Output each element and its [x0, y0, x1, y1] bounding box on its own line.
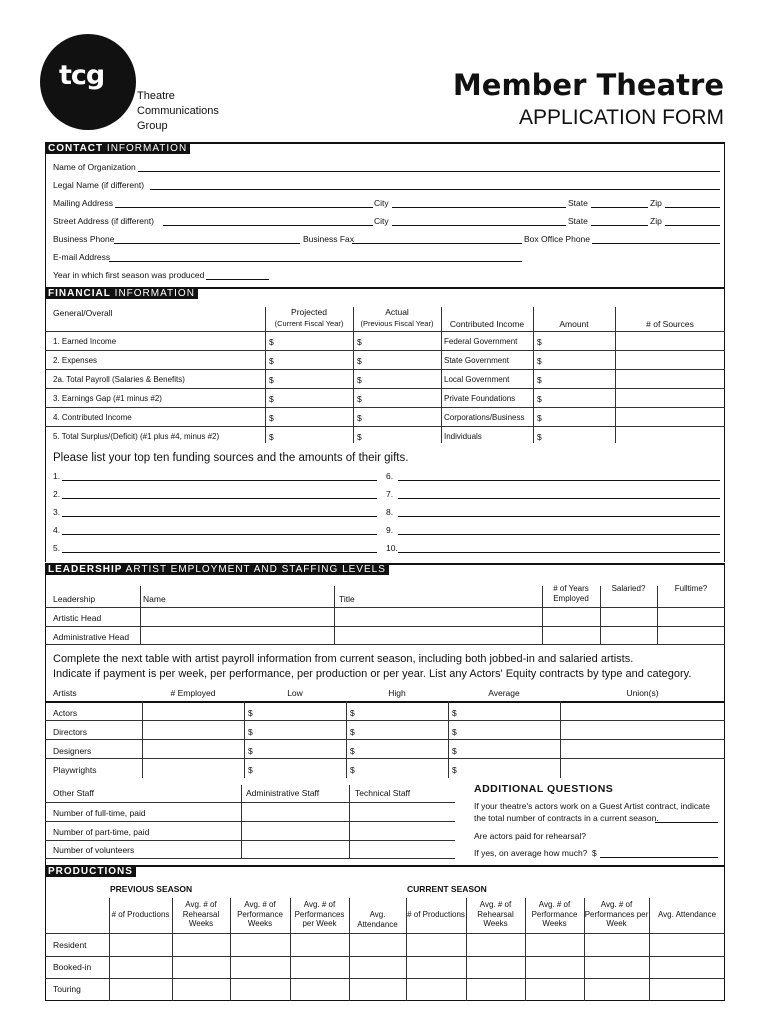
guest-artist-field[interactable] — [655, 813, 718, 823]
salaried-header: Salaried? — [611, 584, 646, 593]
financial-row-label: 5. Total Surplus/(Deficit) (#1 plus #4, minus #2) — [53, 432, 220, 441]
financial-row-label: 3. Earnings Gap (#1 minus #2) — [53, 394, 162, 403]
contact-section-heading: CONTACT INFORMATION — [45, 142, 190, 154]
low-dollar: $ — [248, 708, 253, 718]
projected-dollar: $ — [269, 394, 274, 404]
financial-row-rule — [45, 388, 725, 389]
financial-col-line — [441, 307, 442, 443]
average-dollar: $ — [452, 727, 457, 737]
leadership-col-line — [334, 586, 335, 644]
amount-dollar: $ — [537, 432, 542, 442]
projected-subheader: (Current Fiscal Year) — [274, 319, 344, 328]
financial-row-rule — [45, 369, 725, 370]
artist-type-label: Designers — [53, 746, 92, 756]
unions-col-header: Union(s) — [626, 688, 659, 698]
staff-rule — [45, 840, 455, 841]
mailing-city-label: City — [374, 198, 389, 208]
actual-dollar: $ — [357, 375, 362, 385]
funding-source-number: 1. — [53, 471, 61, 481]
guest-artist-question-2: the total number of contracts in a current season. — [474, 813, 659, 823]
funding-source-number: 6. — [386, 471, 394, 481]
actual-subheader: (Previous Fiscal Year) — [360, 319, 434, 328]
production-col-line — [109, 898, 110, 1001]
production-col-header: Avg. # of Rehearsal Weeks — [477, 900, 514, 928]
high-dollar: $ — [350, 708, 355, 718]
artist-type-label: Actors — [53, 708, 78, 718]
mailing-city-field[interactable] — [392, 198, 566, 208]
first-season-field[interactable] — [206, 270, 269, 280]
production-col-header: # of Productions — [111, 910, 170, 919]
street-city-field[interactable] — [392, 216, 566, 226]
mailing-address-field[interactable] — [115, 198, 373, 208]
artistic-head-label: Artistic Head — [53, 613, 102, 623]
artist-row-rule — [45, 758, 725, 759]
funding-source-field[interactable] — [398, 471, 720, 481]
street-state-field[interactable] — [591, 216, 648, 226]
artist-type-label: Directors — [53, 727, 88, 737]
financial-row-rule — [45, 350, 725, 351]
leadership-rule — [45, 644, 725, 645]
street-address-label: Street Address (if different) — [53, 216, 154, 226]
amount-header: Amount — [559, 319, 589, 329]
org-line-2: Communications — [137, 105, 219, 117]
rehearsal-amount-question: If yes, on average how much? — [474, 848, 588, 858]
average-dollar: $ — [452, 746, 457, 756]
leadership-col-line — [542, 586, 543, 644]
artists-col-line — [244, 701, 245, 778]
funding-source-field[interactable] — [62, 507, 377, 517]
first-season-label: Year in which first season was produced — [53, 270, 205, 280]
artists-col-line — [142, 701, 143, 778]
leadership-col-header: Leadership — [53, 594, 96, 604]
staff-rule — [45, 858, 455, 859]
general-overall-label: General/Overall — [53, 308, 113, 318]
leadership-col-line — [140, 586, 141, 644]
org-name-field[interactable] — [138, 162, 720, 172]
funding-source-number: 9. — [386, 525, 394, 535]
artist-instructions-2: Indicate if payment is per week, per performance, per production or per year. List any Actors' Equity contracts by type and category. — [53, 668, 692, 680]
leadership-col-line — [600, 586, 601, 644]
financial-frame — [45, 288, 725, 562]
form-title: Member Theatre — [452, 68, 724, 102]
business-phone-field[interactable] — [114, 234, 300, 244]
staff-rule — [45, 802, 455, 803]
additional-questions-heading: ADDITIONAL QUESTIONS — [474, 783, 614, 795]
financial-row-label: 2a. Total Payroll (Salaries & Benefits) — [53, 375, 185, 384]
legal-name-field[interactable] — [150, 180, 720, 190]
funding-source-number: 5. — [53, 543, 61, 553]
title-col-header: Title — [339, 594, 355, 604]
other-staff-header: Other Staff — [53, 788, 94, 798]
street-zip-label: Zip — [650, 216, 662, 226]
business-phone-label: Business Phone — [53, 234, 115, 244]
rehearsal-dollar: $ — [592, 848, 597, 858]
actual-header: Actual — [385, 307, 409, 317]
financial-row-label: 1. Earned Income — [53, 337, 117, 346]
business-fax-label: Business Fax — [303, 234, 355, 244]
staff-col-line — [241, 785, 242, 858]
artist-row-rule — [45, 739, 725, 740]
low-dollar: $ — [248, 746, 253, 756]
production-col-line — [349, 898, 350, 1001]
top-ten-instructions: Please list your top ten funding sources and the amounts of their gifts. — [53, 452, 409, 464]
production-row-rule — [45, 978, 725, 979]
funding-source-number: 10. — [386, 543, 398, 553]
organization-name — [137, 89, 219, 134]
name-col-header: Name — [143, 594, 166, 604]
high-dollar: $ — [350, 727, 355, 737]
production-col-line — [290, 898, 291, 1001]
production-col-header: Avg. # of Performance Weeks — [237, 900, 283, 928]
guest-artist-question: If your theatre's actors work on a Guest Artist contract, indicate — [474, 801, 710, 811]
production-col-header: Avg. # of Performances per Week — [294, 900, 345, 928]
production-col-line — [584, 898, 585, 1001]
funding-source-number: 3. — [53, 507, 61, 517]
street-city-label: City — [374, 216, 389, 226]
contributed-income-header: Contributed Income — [449, 319, 525, 329]
org-line-3: Group — [137, 120, 168, 132]
leadership-rule — [45, 626, 725, 627]
actual-dollar: $ — [357, 413, 362, 423]
amount-dollar: $ — [537, 413, 542, 423]
contributed-source-label: Individuals — [444, 432, 482, 441]
production-col-header: Avg. Attendance — [357, 910, 398, 929]
part-time-label: Number of part-time, paid — [53, 827, 150, 837]
volunteers-label: Number of volunteers — [53, 845, 135, 855]
production-row-rule — [45, 933, 725, 934]
production-col-line — [172, 898, 173, 1001]
funding-source-field[interactable] — [62, 525, 377, 535]
rehearsal-amount-field[interactable] — [600, 848, 718, 858]
high-dollar: $ — [350, 746, 355, 756]
mailing-address-label: Mailing Address — [53, 198, 114, 208]
production-row-rule — [45, 956, 725, 957]
production-col-header: # of Productions — [407, 910, 465, 919]
amount-dollar: $ — [537, 394, 542, 404]
contributed-source-label: State Government — [444, 356, 509, 365]
amount-dollar: $ — [537, 337, 542, 347]
artists-col-header: Artists — [53, 688, 77, 698]
amount-dollar: $ — [537, 375, 542, 385]
actual-dollar: $ — [357, 337, 362, 347]
staff-rule — [45, 821, 455, 822]
actual-dollar: $ — [357, 356, 362, 366]
funding-source-field[interactable] — [398, 489, 720, 499]
financial-col-line — [353, 307, 354, 443]
funding-source-field[interactable] — [398, 543, 720, 553]
fulltime-header: Fulltime? — [674, 584, 708, 593]
productions-section-heading: PRODUCTIONS — [45, 865, 136, 877]
email-field[interactable] — [109, 252, 522, 262]
financial-row-label: 4. Contributed Income — [53, 413, 132, 422]
artists-col-line — [560, 701, 561, 778]
actual-dollar: $ — [357, 394, 362, 404]
org-line-1: Theatre — [137, 90, 175, 102]
funding-source-field[interactable] — [62, 471, 377, 481]
artist-type-label: Playwrights — [53, 765, 97, 775]
full-time-label: Number of full-time, paid — [53, 808, 146, 818]
artist-row-rule — [45, 720, 725, 721]
production-col-header: Avg. # of Rehearsal Weeks — [182, 900, 220, 928]
leadership-rule — [45, 607, 725, 608]
production-col-line — [466, 898, 467, 1001]
production-row-label: Touring — [53, 984, 81, 994]
production-col-header: Avg. Attendance — [657, 910, 717, 919]
high-col-header: High — [388, 688, 406, 698]
admin-staff-header: Administrative Staff — [246, 788, 320, 798]
administrative-head-label: Administrative Head — [53, 632, 130, 642]
financial-header-rule — [45, 331, 725, 332]
production-row-label: Resident — [53, 940, 87, 950]
projected-dollar: $ — [269, 375, 274, 385]
org-name-label: Name of Organization — [53, 162, 136, 172]
financial-row-label: 2. Expenses — [53, 356, 98, 365]
projected-dollar: $ — [269, 432, 274, 442]
artists-col-line — [346, 701, 347, 778]
tech-staff-header: Technical Staff — [355, 788, 411, 798]
staff-col-line — [349, 785, 350, 858]
contributed-source-label: Federal Government — [444, 337, 518, 346]
business-fax-field[interactable] — [352, 234, 522, 244]
projected-dollar: $ — [269, 337, 274, 347]
average-col-header: Average — [488, 688, 520, 698]
low-col-header: Low — [287, 688, 303, 698]
current-season-header: CURRENT SEASON — [407, 884, 487, 894]
logo-text: tcg — [59, 60, 105, 91]
funding-source-number: 7. — [386, 489, 394, 499]
financial-col-line — [265, 307, 266, 443]
production-col-line — [230, 898, 231, 1001]
leadership-col-line — [657, 586, 658, 644]
funding-source-number: 8. — [386, 507, 394, 517]
financial-col-line — [615, 307, 616, 443]
funding-source-field[interactable] — [398, 525, 720, 535]
low-dollar: $ — [248, 727, 253, 737]
street-state-label: State — [568, 216, 588, 226]
mailing-zip-label: Zip — [650, 198, 662, 208]
mailing-state-field[interactable] — [591, 198, 648, 208]
years-employed-header: # of Years Employed — [553, 584, 589, 603]
production-col-line — [525, 898, 526, 1001]
form-subtitle: APPLICATION FORM — [519, 106, 724, 129]
previous-season-header: PREVIOUS SEASON — [110, 884, 193, 894]
employed-col-header: # Employed — [170, 688, 216, 698]
mailing-zip-field[interactable] — [665, 198, 720, 208]
funding-source-number: 4. — [53, 525, 61, 535]
leadership-section-heading: LEADERSHIP ARTIST EMPLOYMENT AND STAFFING LEVELS — [45, 563, 389, 575]
low-dollar: $ — [248, 765, 253, 775]
production-col-header: Avg. # of Performances per Week — [584, 900, 649, 928]
contributed-source-label: Private Foundations — [444, 394, 516, 403]
funding-source-field[interactable] — [62, 489, 377, 499]
rehearsal-pay-question: Are actors paid for rehearsal? — [474, 831, 586, 841]
production-col-line — [649, 898, 650, 1001]
production-col-line — [406, 898, 407, 1001]
financial-col-line — [533, 307, 534, 443]
box-office-phone-label: Box Office Phone — [524, 234, 590, 244]
actual-dollar: $ — [357, 432, 362, 442]
street-address-field[interactable] — [163, 216, 373, 226]
high-dollar: $ — [350, 765, 355, 775]
street-zip-field[interactable] — [665, 216, 720, 226]
funding-source-field[interactable] — [398, 507, 720, 517]
projected-dollar: $ — [269, 356, 274, 366]
average-dollar: $ — [452, 708, 457, 718]
box-office-phone-field[interactable] — [592, 234, 720, 244]
tcg-logo — [40, 34, 136, 130]
projected-header: Projected — [291, 307, 327, 317]
production-col-header: Avg. # of Performance Weeks — [531, 900, 578, 928]
artist-instructions-1: Complete the next table with artist payroll information from current season, including both jobbed-in and salaried artists. — [53, 653, 634, 665]
average-dollar: $ — [452, 765, 457, 775]
production-row-label: Booked-in — [53, 962, 92, 972]
mailing-state-label: State — [568, 198, 588, 208]
amount-dollar: $ — [537, 356, 542, 366]
email-label: E-mail Address — [53, 252, 111, 262]
projected-dollar: $ — [269, 413, 274, 423]
legal-name-label: Legal Name (if different) — [53, 180, 145, 190]
funding-source-number: 2. — [53, 489, 61, 499]
financial-section-heading: FINANCIAL INFORMATION — [45, 287, 198, 299]
artists-col-line — [448, 701, 449, 778]
funding-source-field[interactable] — [62, 543, 377, 553]
artists-header-rule — [45, 701, 725, 703]
financial-row-rule — [45, 426, 725, 427]
contributed-source-label: Local Government — [444, 375, 510, 384]
contributed-source-label: Corporations/Business — [444, 413, 525, 422]
sources-header: # of Sources — [646, 319, 694, 329]
financial-row-rule — [45, 407, 725, 408]
